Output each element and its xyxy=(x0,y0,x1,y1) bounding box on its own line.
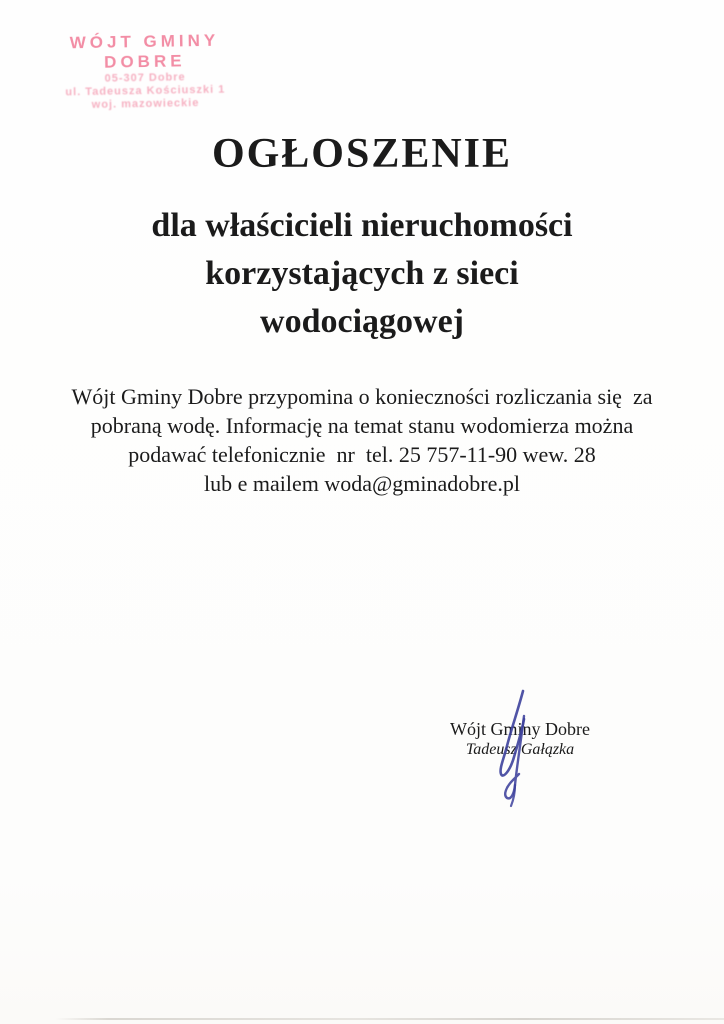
body-line: podawać telefonicznie nr tel. 25 757-11-90 wew. 28 xyxy=(128,442,596,467)
stamp-line: 05-307 Dobre xyxy=(104,71,186,85)
signature-block xyxy=(400,718,640,760)
signatory-title: Wójt Gminy Dobre xyxy=(450,719,590,739)
stamp-line: woj. mazowieckie xyxy=(91,97,200,111)
body-line: lub e mailem woda@gminadobre.pl xyxy=(204,471,520,496)
body-line: pobraną wodę. Informację na temat stanu wodomierza można xyxy=(90,413,634,438)
subtitle-line: dla właścicieli nieruchomości xyxy=(151,207,573,244)
subtitle xyxy=(0,202,724,346)
scan-edge-line xyxy=(55,1018,724,1020)
page-title: OGŁOSZENIE xyxy=(211,131,513,177)
subtitle-line: korzystających z sieci xyxy=(205,255,519,292)
subtitle-line: wodociągowej xyxy=(260,303,464,340)
stamp-line: DOBRE xyxy=(103,51,186,72)
announcement-body xyxy=(0,382,724,498)
stamp-line: ul. Tadeusza Kościuszki 1 xyxy=(65,83,226,99)
signature-stroke xyxy=(511,785,515,806)
signatory-name: Tadeusz Gałązka xyxy=(465,741,575,758)
body-line: Wójt Gminy Dobre przypomina o konieczności rozliczania się za xyxy=(71,384,653,409)
stamp-line: WÓJT GMINY xyxy=(69,30,220,53)
office-stamp xyxy=(39,30,250,113)
